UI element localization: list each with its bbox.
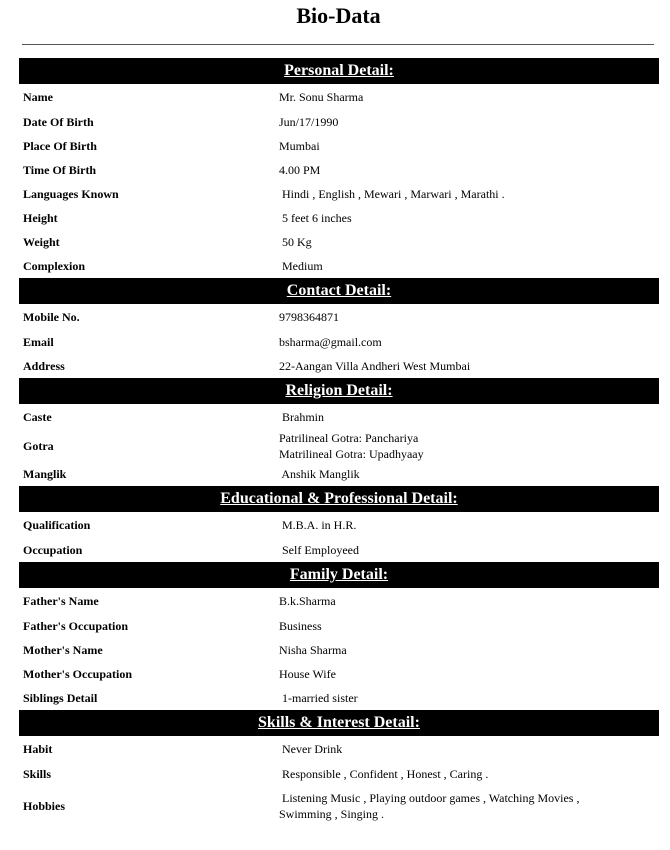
row-value bbox=[279, 786, 659, 826]
row-label: Skills bbox=[23, 766, 52, 781]
detail-row-address bbox=[19, 354, 659, 378]
row-value: Business bbox=[279, 619, 322, 633]
row-value: 50 Kg bbox=[279, 235, 312, 249]
row-label: Complexion bbox=[23, 258, 86, 273]
row-value: Hindi , English , Mewari , Marwari , Marathi . bbox=[279, 187, 505, 201]
row-label: Weight bbox=[23, 234, 60, 249]
section-header-religion: Religion Detail: bbox=[19, 378, 659, 404]
row-value: Self Employeed bbox=[279, 543, 359, 557]
row-label: Height bbox=[23, 210, 58, 225]
detail-row-name bbox=[19, 84, 659, 110]
row-value: B.k.Sharma bbox=[279, 594, 336, 608]
detail-row-fathers-occupation bbox=[19, 614, 659, 638]
row-label: Father's Name bbox=[23, 593, 99, 608]
detail-row-fathers-name bbox=[19, 588, 659, 614]
row-label: Mother's Name bbox=[23, 642, 103, 657]
detail-row-weight bbox=[19, 230, 659, 254]
row-value: Brahmin bbox=[279, 410, 324, 424]
detail-row-time-of-birth bbox=[19, 158, 659, 182]
row-value: 4.00 PM bbox=[279, 163, 321, 177]
row-value: 1-married sister bbox=[279, 691, 358, 705]
row-label: Place Of Birth bbox=[23, 138, 97, 153]
row-value: Anshik Manglik bbox=[279, 467, 360, 481]
row-value: Mumbai bbox=[279, 139, 320, 153]
row-value-line: Matrilineal Gotra: Upadhyaay bbox=[279, 447, 424, 461]
row-value bbox=[279, 430, 659, 462]
row-value: House Wife bbox=[279, 667, 336, 681]
section-header-personal: Personal Detail: bbox=[19, 58, 659, 84]
row-label: Time Of Birth bbox=[23, 162, 97, 177]
row-label: Mobile No. bbox=[23, 309, 80, 324]
section-header-skills: Skills & Interest Detail: bbox=[19, 710, 659, 736]
row-value: 22-Aangan Villa Andheri West Mumbai bbox=[279, 359, 471, 373]
row-value: Never Drink bbox=[279, 742, 343, 756]
row-value-line: Swimming , Singing . bbox=[279, 807, 385, 821]
detail-row-date-of-birth bbox=[19, 110, 659, 134]
detail-row-occupation bbox=[19, 538, 659, 562]
row-label: Email bbox=[23, 334, 54, 349]
row-label: Languages Known bbox=[23, 186, 119, 201]
row-label: Gotra bbox=[23, 438, 54, 453]
row-value: Nisha Sharma bbox=[279, 643, 347, 657]
row-value: Jun/17/1990 bbox=[279, 115, 339, 129]
section-header-family: Family Detail: bbox=[19, 562, 659, 588]
row-label: Date Of Birth bbox=[23, 114, 94, 129]
row-value: M.B.A. in H.R. bbox=[279, 518, 357, 532]
row-value: 5 feet 6 inches bbox=[279, 211, 352, 225]
row-value: 9798364871 bbox=[279, 310, 339, 324]
detail-row-caste bbox=[19, 404, 659, 430]
row-label: Mother's Occupation bbox=[23, 666, 132, 681]
biodata-sections bbox=[19, 58, 659, 826]
detail-row-siblings bbox=[19, 686, 659, 710]
detail-row-email bbox=[19, 330, 659, 354]
row-value: Responsible , Confident , Honest , Caring . bbox=[279, 767, 489, 781]
detail-row-manglik bbox=[19, 462, 659, 486]
detail-row-languages bbox=[19, 182, 659, 206]
row-value: Medium bbox=[279, 259, 323, 273]
detail-row-mobile bbox=[19, 304, 659, 330]
section-header-education: Educational & Professional Detail: bbox=[19, 486, 659, 512]
detail-row-skills bbox=[19, 762, 659, 786]
row-label: Hobbies bbox=[23, 798, 66, 813]
row-label: Manglik bbox=[23, 466, 67, 481]
row-value-line: Listening Music , Playing outdoor games , Watching Movies , bbox=[279, 791, 580, 805]
row-label: Siblings Detail bbox=[23, 690, 98, 705]
row-value-line: Patrilineal Gotra: Panchariya bbox=[279, 431, 419, 445]
detail-row-gotra bbox=[19, 430, 659, 462]
detail-row-height bbox=[19, 206, 659, 230]
row-label: Address bbox=[23, 358, 65, 373]
detail-row-hobbies bbox=[19, 786, 659, 826]
row-value: bsharma@gmail.com bbox=[279, 335, 382, 349]
detail-row-mothers-name bbox=[19, 638, 659, 662]
row-label: Occupation bbox=[23, 542, 83, 557]
page-title: Bio-Data bbox=[296, 3, 381, 28]
detail-row-place-of-birth bbox=[19, 134, 659, 158]
row-label: Qualification bbox=[23, 517, 91, 532]
row-label: Habit bbox=[23, 741, 53, 756]
detail-row-qualification bbox=[19, 512, 659, 538]
detail-row-habit bbox=[19, 736, 659, 762]
title-divider bbox=[22, 44, 654, 45]
row-label: Name bbox=[23, 89, 53, 104]
detail-row-mothers-occupation bbox=[19, 662, 659, 686]
row-value: Mr. Sonu Sharma bbox=[279, 90, 364, 104]
section-header-contact: Contact Detail: bbox=[19, 278, 659, 304]
row-label: Caste bbox=[23, 409, 52, 424]
row-label: Father's Occupation bbox=[23, 618, 128, 633]
detail-row-complexion bbox=[19, 254, 659, 278]
